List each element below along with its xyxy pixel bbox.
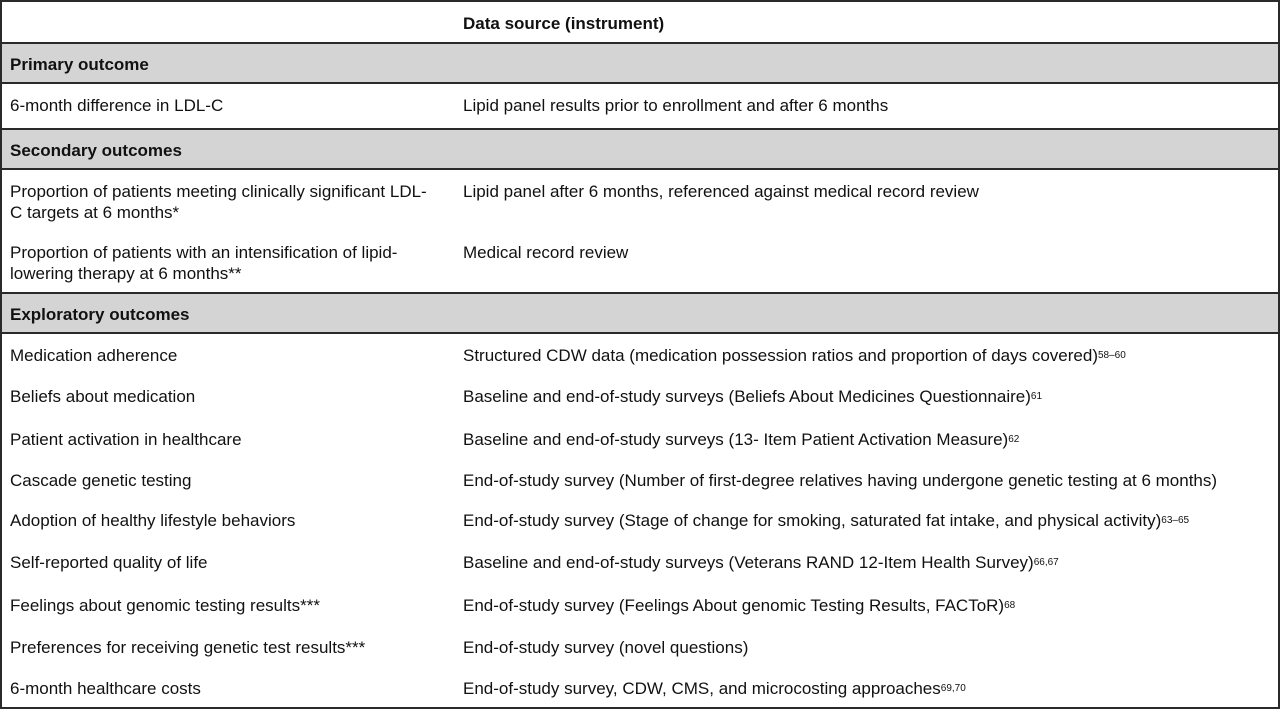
outcome-cell: Patient activation in healthcare: [10, 430, 242, 449]
source-text: End-of-study survey (Stage of change for smoking, saturated fat intake, and physical activity): [463, 511, 1162, 530]
source-text: End-of-study survey, CDW, CMS, and microcosting approaches: [463, 679, 941, 698]
section-header-exploratory: [2, 292, 1278, 334]
citation-ref: 58–60: [1097, 350, 1126, 361]
outcome-cell: Adoption of healthy lifestyle behaviors: [10, 511, 296, 530]
outcome-cell: Proportion of patients with an intensification of lipid-lowering therapy at 6 months**: [10, 243, 398, 283]
source-cell: [463, 181, 1275, 202]
source-cell: [463, 242, 1275, 263]
citation-ref: 68: [1004, 600, 1016, 611]
source-cell: [463, 678, 1275, 699]
source-text: End-of-study survey (Number of first-degree relatives having undergone genetic testing at 6 months): [463, 471, 1218, 490]
outcome-cell: Feelings about genomic testing results***: [10, 596, 320, 615]
table-row: [2, 376, 1278, 418]
citation-ref: 66,67: [1033, 557, 1059, 568]
table-header: [2, 2, 1278, 42]
citation-ref: 63–65: [1161, 515, 1190, 526]
citation-ref: 61: [1030, 391, 1043, 402]
section-header-primary: [2, 42, 1278, 84]
source-cell: [463, 470, 1275, 491]
source-text: Baseline and end-of-study surveys (Beliefs About Medicines Questionnaire): [463, 387, 1031, 406]
table-row: [2, 418, 1278, 460]
table-row: [2, 668, 1278, 708]
outcome-cell: Proportion of patients meeting clinically significant LDL-C targets at 6 months*: [10, 182, 427, 222]
table-row: [2, 170, 1278, 230]
table-row: [2, 626, 1278, 668]
source-cell: [463, 429, 1275, 450]
outcome-cell: Cascade genetic testing: [10, 471, 192, 490]
source-cell: [463, 386, 1275, 407]
source-text: Structured CDW data (medication possession ratios and proportion of days covered): [463, 346, 1098, 365]
outcome-cell: 6-month healthcare costs: [10, 679, 201, 698]
section-header-secondary: [2, 128, 1278, 170]
source-text: End-of-study survey (Feelings About genomic Testing Results, FACToR): [463, 596, 1005, 615]
citation-ref: 62: [1008, 434, 1020, 445]
source-text: End-of-study survey (novel questions): [463, 638, 749, 657]
section-title: Exploratory outcomes: [10, 305, 190, 324]
source-cell: [463, 95, 1275, 116]
table-row: [2, 334, 1278, 376]
table-row: [2, 460, 1278, 500]
header-col-data-source: Data source (instrument): [463, 14, 665, 33]
source-text: Medical record review: [463, 243, 629, 262]
citation-ref: 69,70: [940, 683, 966, 694]
source-cell: [463, 345, 1275, 366]
table-row: [2, 230, 1278, 292]
outcome-cell: Beliefs about medication: [10, 387, 196, 406]
source-cell: [463, 595, 1275, 616]
source-cell: [463, 510, 1275, 531]
section-title: Primary outcome: [10, 55, 149, 74]
source-text: Lipid panel after 6 months, referenced against medical record review: [463, 182, 979, 201]
outcome-cell: Medication adherence: [10, 346, 178, 365]
source-cell: [463, 637, 1275, 658]
source-text: Baseline and end-of-study surveys (Veterans RAND 12-Item Health Survey): [463, 553, 1034, 572]
source-cell: [463, 552, 1275, 573]
outcome-cell: Preferences for receiving genetic test results***: [10, 638, 366, 657]
table-row: [2, 500, 1278, 542]
source-text: Lipid panel results prior to enrollment and after 6 months: [463, 96, 889, 115]
outcome-cell: 6-month difference in LDL-C: [10, 96, 224, 115]
table-row: [2, 542, 1278, 584]
outcome-cell: Self-reported quality of life: [10, 553, 208, 572]
table-row: [2, 84, 1278, 128]
source-text: Baseline and end-of-study surveys (13- Item Patient Activation Measure): [463, 430, 1009, 449]
section-title: Secondary outcomes: [10, 141, 182, 160]
table-row: [2, 584, 1278, 626]
